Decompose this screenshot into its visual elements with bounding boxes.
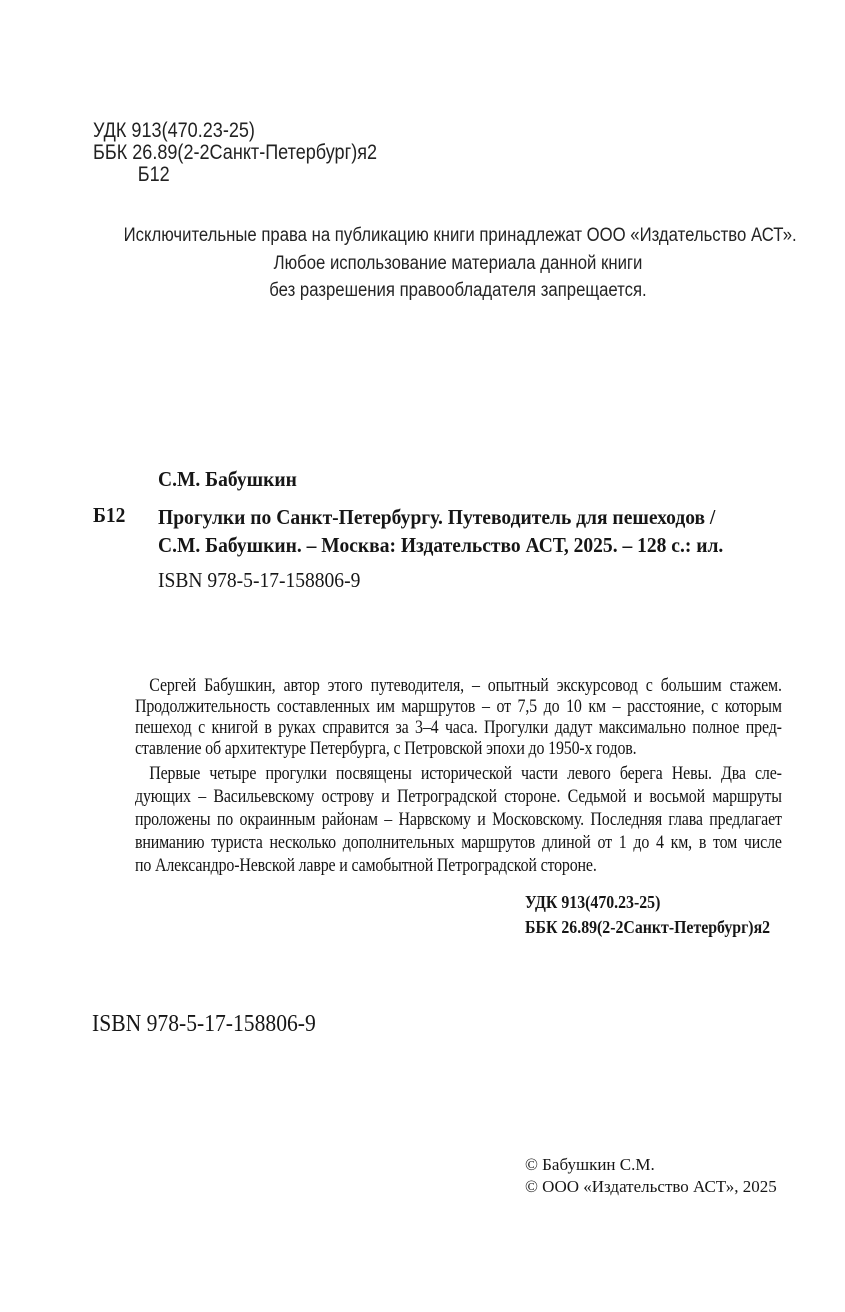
ann-line: ставление об архитектуре Петербурга, с Петровской эпохи до 1950-х годов. (135, 738, 637, 759)
ann-line: дующих – Васильевскому острову и Петроградской стороне. Седьмой и восьмой маршруты (135, 786, 782, 807)
annotation-paragraph-1 (135, 675, 782, 759)
title-line: С.М. Бабушкин. – Москва: Издательство АСТ, 2025. – 128 с.: ил. (158, 533, 724, 557)
udk-code-bottom: УДК 913(470.23-25) (525, 892, 661, 912)
rline: Исключительные права на публикацию книги принадлежат ООО «Издательство АСТ». (123, 225, 797, 246)
copyright-block (525, 1154, 777, 1198)
bbk-code: ББК 26.89(2-2Санкт-Петербург)я2 (93, 141, 378, 164)
ann-line: Первые четыре прогулки посвящены исторической части левого берега Невы. Два сле- (149, 763, 782, 784)
ann-line: пешеход с книгой в руках справится за 3–4 часа. Прогулки дадут максимально полное пред- (135, 717, 782, 738)
top-classification-codes (93, 120, 377, 186)
exclusive-rights-notice (78, 222, 838, 305)
udk-code: УДК 913(470.23-25) (93, 119, 255, 142)
ann-line: по Александро-Невской лавре и самобытной Петроградской стороне. (135, 855, 597, 876)
rline: Любое использование материала данной книги (273, 252, 643, 274)
catalog-card-author-sign: Б12 (93, 503, 126, 527)
catalog-card-title (158, 503, 723, 559)
rline: без разрешения правообладателя запрещается. (269, 280, 647, 301)
title-line: Прогулки по Санкт-Петербургу. Путеводитель для пешеходов / (158, 505, 716, 529)
ann-line: Сергей Бабушкин, автор этого путеводителя, – опытный экскурсовод с большим стажем. (149, 675, 782, 696)
ann-line: Продолжительность составленных им маршрутов – от 7,5 до 10 км – расстояние, с которым (135, 696, 782, 717)
catalog-card-author: С.М. Бабушкин (158, 467, 297, 491)
author-sign: Б12 (137, 163, 170, 186)
bbk-code-bottom: ББК 26.89(2-2Санкт-Петербург)я2 (525, 917, 771, 937)
annotation-paragraph-2 (135, 762, 782, 877)
ann-line: проложены по окраинным районам – Нарвскому и Московскому. Последняя глава предлагает (135, 809, 782, 830)
ann-line: вниманию туриста несколько дополнительных маршрутов длиной от 1 до 4 км, в том числе (135, 832, 782, 853)
catalog-card-isbn: ISBN 978-5-17-158806-9 (158, 568, 361, 592)
copyright-line: © ООО «Издательство АСТ», 2025 (525, 1177, 777, 1196)
isbn-footer: ISBN 978-5-17-158806-9 (92, 1011, 316, 1037)
copyright-line: © Бабушкин С.М. (525, 1155, 655, 1174)
bottom-classification-codes (525, 890, 770, 940)
